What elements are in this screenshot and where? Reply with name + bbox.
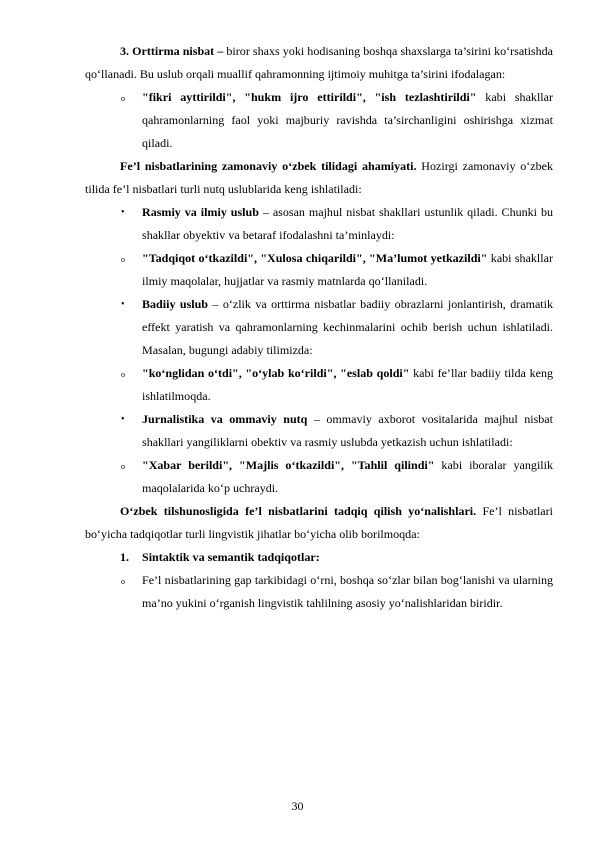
bullet-icon: • xyxy=(121,207,125,218)
numbered-heading xyxy=(85,546,553,569)
paragraph-text: Fe’l nisbatlari bo‘yicha tadqiqotlar turli lingvistik jihatlar bo‘yicha olib borilmoqda: xyxy=(85,504,554,541)
paragraph-text: – asosan majhul nisbat shakllari ustunlik qiladi. Chunki bu shakllar obyektiv va betaraf ifodalashni ta’minlaydi: xyxy=(142,205,553,242)
bold-lead: O‘zbek tilshunosligida fe’l nisbatlarini tadqiq qilish yo‘nalishlari. xyxy=(120,504,477,518)
circle-bullet-icon: o xyxy=(121,577,125,586)
bold-lead: Sintaktik va semantik tadqiqotlar: xyxy=(142,550,320,564)
bold-lead: "Xabar berildi", "Majlis o‘tkazildi", "Tahlil qilindi" xyxy=(142,458,435,472)
paragraph-yonalishlar xyxy=(85,500,553,546)
list-item xyxy=(85,569,553,615)
bold-lead: 3. Orttirma nisbat – xyxy=(120,44,224,58)
list-item xyxy=(85,293,553,362)
list-item xyxy=(85,454,553,500)
paragraph-text: Fe’l nisbatlarining gap tarkibidagi o‘rni, boshqa so‘zlar bilan bog‘lanishi va ularning ma’no yukini o‘rganish lingvistik tahlilning asosiy yo‘nalishlaridan biridir. xyxy=(142,573,553,610)
paragraph-text: kabi fe’llar badiiy tilda keng ishlatilmoqda. xyxy=(142,366,553,403)
list-item xyxy=(85,86,553,155)
page-number: 30 xyxy=(291,799,304,813)
bullet-icon: • xyxy=(121,299,125,310)
list-item xyxy=(85,408,553,454)
paragraph-text: kabi shakllar ilmiy maqolalar, hujjatlar va rasmiy matnlarda qo‘llaniladi. xyxy=(142,251,553,288)
list-number: 1. xyxy=(120,550,130,564)
paragraph-orttirma-nisbat xyxy=(85,40,553,86)
circle-bullet-icon: o xyxy=(121,255,125,264)
bold-lead: Jurnalistika va ommaviy nutq xyxy=(142,412,308,426)
circle-bullet-icon: o xyxy=(121,462,125,471)
bold-lead: "Tadqiqot o‘tkazildi", "Xulosa chiqarildi", "Ma’lumot yetkazildi" xyxy=(142,251,488,265)
paragraph-text: – o‘zlik va orttirma nisbatlar badiiy obrazlarni jonlantirish, dramatik effekt yaratish va qahramonlarning kechinmalarini ochib berish uchun ishlatiladi. Masalan, bugungi adabiy tilimizda: xyxy=(142,297,554,357)
list-item xyxy=(85,247,553,293)
paragraph-ahamiyati xyxy=(85,155,553,201)
bold-lead: "ko‘nglidan o‘tdi", "o‘ylab ko‘rildi", "eslab qoldi" xyxy=(142,366,410,380)
list-item xyxy=(85,362,553,408)
paragraph-text: kabi shakllar qahramonlarning faol yoki majburiy ravishda ta’sirchanligini oshirishga xizmat qiladi. xyxy=(142,90,553,150)
list-item xyxy=(85,201,553,247)
document-body xyxy=(85,40,553,615)
paragraph-text: Hozirgi zamonaviy o‘zbek tilida fe’l nisbatlari turli nutq uslublarida keng ishlatiladi: xyxy=(85,159,554,196)
bold-lead: Fe’l nisbatlarining zamonaviy o‘zbek tilidagi ahamiyati. xyxy=(120,159,417,173)
paragraph-text: biror shaxs yoki hodisaning boshqa shaxslarga ta’sirini ko‘rsatishda qo‘llanadi. Bu uslub orqali muallif qahramonning ijtimoiy muhitga ta’sirini ifodalagan: xyxy=(85,44,553,81)
circle-bullet-icon: o xyxy=(121,370,125,379)
paragraph-text: kabi iboralar yangilik maqolalarida ko‘p uchraydi. xyxy=(142,458,554,495)
bold-lead: Badiiy uslub xyxy=(142,297,209,311)
paragraph-text: – ommaviy axborot vositalarida majhul nisbat shakllari yangiliklarni obektiv va rasmiy uslubda yetkazish uchun ishlatiladi: xyxy=(142,412,553,449)
circle-bullet-icon: o xyxy=(121,94,125,103)
bold-lead: "fikri ayttirildi", "hukm ijro ettirildi", "ish tezlashtirildi" xyxy=(142,90,477,104)
bullet-icon: • xyxy=(121,414,125,425)
bold-lead: Rasmiy va ilmiy uslub xyxy=(142,205,259,219)
